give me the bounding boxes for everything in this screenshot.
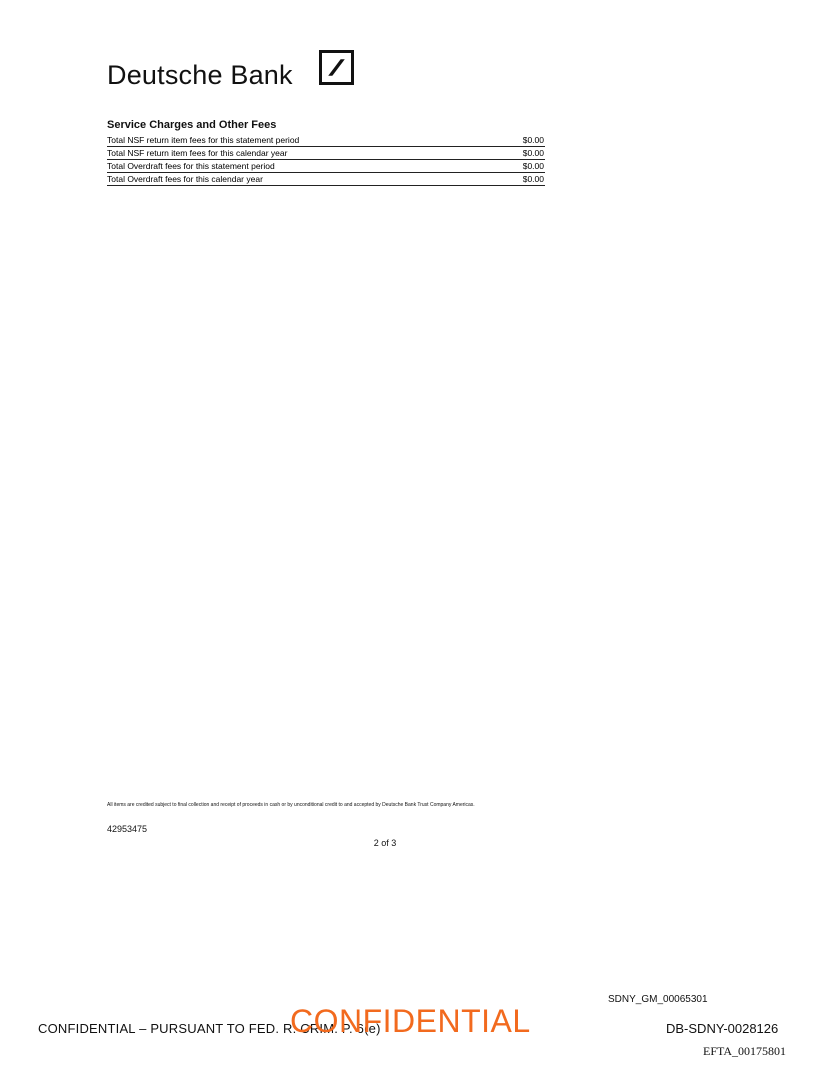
fee-label: Total NSF return item fees for this calendar year	[107, 148, 288, 158]
fee-amount: $0.00	[522, 148, 544, 158]
table-row	[107, 147, 545, 160]
disclaimer: All items are credited subject to final collection and receipt of proceeds in cash or by unconditional credit to and accepted by Deutsche Bank Trust Company Americas.	[107, 802, 475, 808]
fee-amount: $0.00	[522, 161, 544, 171]
bank-name: Deutsche Bank	[107, 60, 293, 90]
confidential-notice: CONFIDENTIAL – PURSUANT TO FED. R. CRIM. P. 6(e)	[38, 1021, 381, 1036]
section-title: Service Charges and Other Fees	[107, 119, 277, 131]
table-row	[107, 160, 545, 173]
fee-amount: $0.00	[522, 174, 544, 184]
table-row	[107, 173, 545, 186]
bates-efta: EFTA_00175801	[703, 1044, 787, 1058]
account-number: 42953475	[107, 824, 148, 834]
fees-table	[107, 134, 545, 186]
fee-label: Total Overdraft fees for this calendar year	[107, 174, 263, 184]
page-number: 2 of 3	[373, 838, 397, 848]
bates-sdny: SDNY_GM_00065301	[608, 994, 708, 1005]
deutsche-bank-logo-icon	[319, 50, 354, 85]
fee-label: Total NSF return item fees for this statement period	[107, 135, 300, 145]
fee-label: Total Overdraft fees for this statement period	[107, 161, 275, 171]
fee-amount: $0.00	[522, 135, 544, 145]
bates-db: DB-SDNY-0028126	[666, 1021, 779, 1036]
table-row	[107, 134, 545, 147]
confidential-stamp: CONFIDENTIAL	[290, 1003, 531, 1039]
